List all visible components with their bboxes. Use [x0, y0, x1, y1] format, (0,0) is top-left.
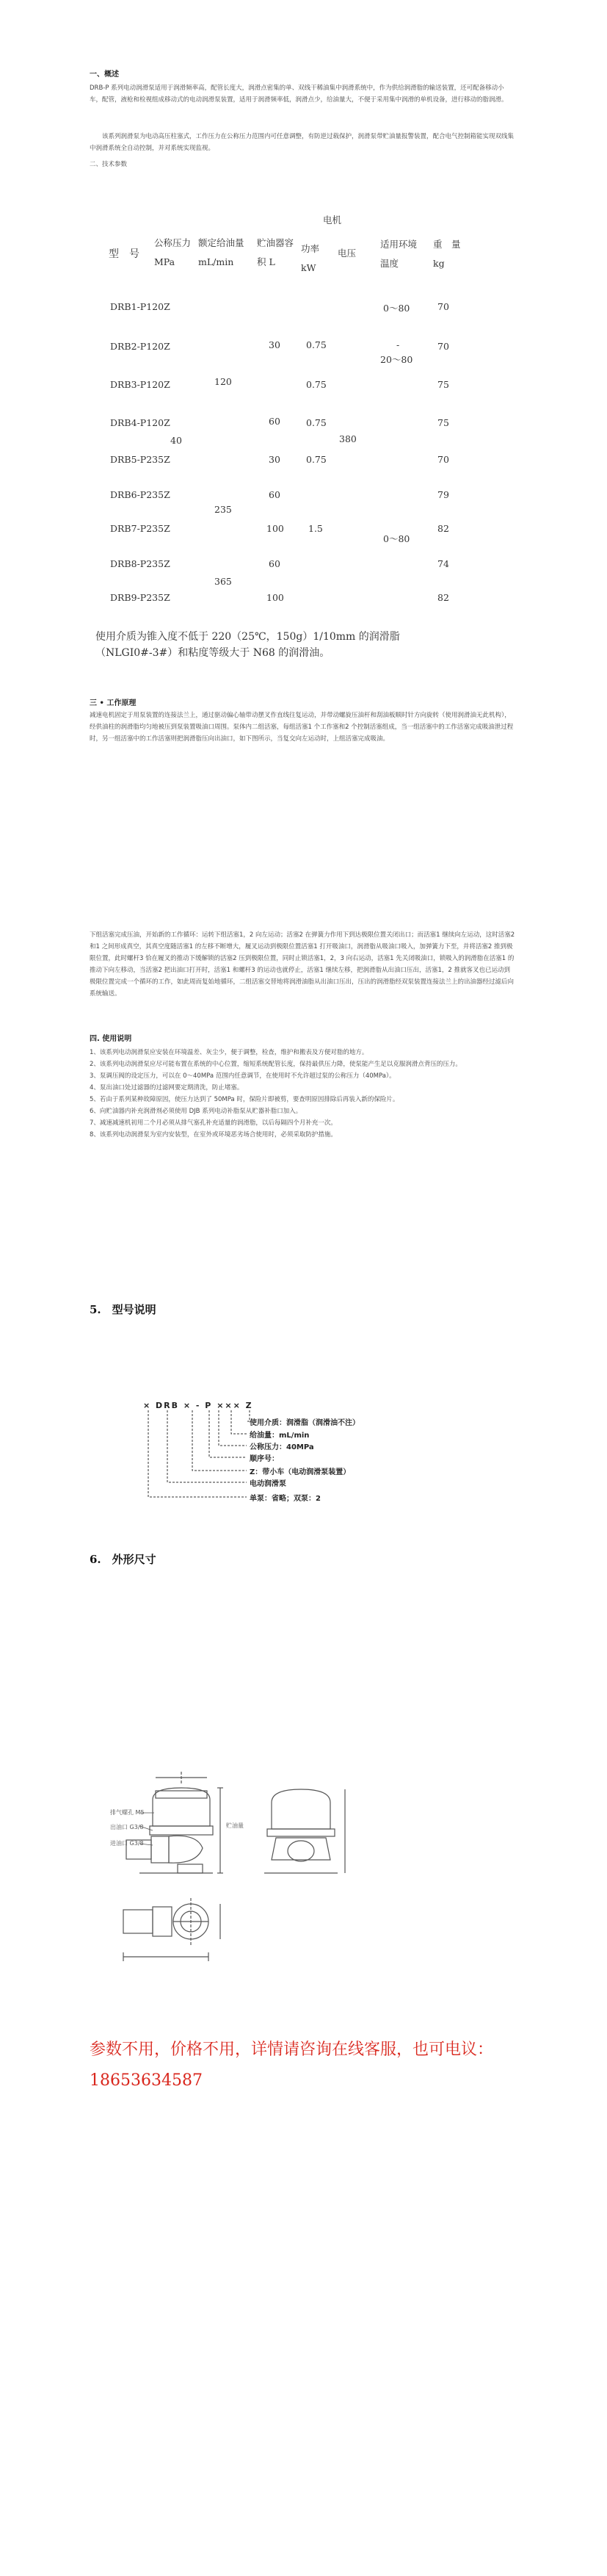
dimensions-heading: 6. 外形尺寸: [90, 1553, 156, 1566]
header-reservoir: 贮油器容积 L: [257, 237, 294, 267]
weight-value: 82: [437, 523, 449, 534]
reservoir-value: 60: [269, 558, 280, 569]
table-row-model: DRB7-P235Z: [110, 523, 170, 534]
drawing-label: 排气螺孔 M5: [110, 1809, 145, 1816]
flow-value: 365: [214, 576, 232, 587]
header-weight: 重 量 kg: [433, 239, 461, 269]
table-row-model: DRB1-P120Z: [110, 301, 170, 312]
list-item: 2、该系列电动润滑泵应尽可能布置在系统的中心位置，缩短系统配管长度，保持最供压力降，使泵能产生足以克服润滑点背压的压力。: [90, 1061, 462, 1068]
principle-paragraph-2: 下组活塞完成压油，开始新的工作循环：运转下组活塞1，2 向左运动；活塞2 在弹簧力作用下到达极限位置关闭出口；而活塞1 继续向左运动，这时活塞2 和1 之间形成真空，其真空度随活塞1 的左移不断增大，履叉运动到极限位置活塞1 打开吸油口，润滑脂从吸油口吸入，加弹簧力下至，并将活塞2 推到极限位置，此时螺杆3 恰在履叉的推动下缓解锁的活塞2 压到极限位置，同时止锁活塞1，2，3 向右运动，活塞1 先关闭吸油口，锁吸入的润滑脂在活塞1 的推动下向左移动，当活塞2 把出油口打开时，活塞1 和螺杆3 的运动也就停止，活塞1 继续左移，把润滑脂从出油口压出，活塞1，2 推就客叉也已运动到极限位置完成一个循环的工作，如此周而复始地循环，二组活塞交替地将润滑油脂从出油口压出，压出的润滑脂经双泵装置连接法兰上的出油器经过滤后向系统输送。: [90, 931, 515, 997]
list-item: 3、泵调压阀的设定压力，可以在 0～40MPa 范围内任意调节，在使用时不允许超过泵的公称压力（40MPa）。: [90, 1072, 396, 1080]
reservoir-value: 30: [269, 339, 280, 350]
header-flow: 额定给油量 mL/min: [198, 237, 244, 267]
table-row-model: DRB9-P235Z: [110, 592, 170, 603]
pressure-value: 40: [170, 435, 182, 446]
table-row-model: DRB4-P120Z: [110, 417, 170, 428]
model-code-label: 使用介质：润滑脂（润滑油不注）: [250, 1419, 360, 1427]
temp-value: 20～80: [380, 354, 413, 365]
usage-list: [90, 1047, 515, 1141]
pump-outline-drawing: [110, 1763, 506, 2005]
principle-heading: 三 • 工作原理: [90, 699, 137, 707]
flow-value: 235: [214, 504, 232, 515]
tech-params-heading: 二、技术参数: [90, 161, 128, 168]
table-row-model: DRB8-P235Z: [110, 558, 170, 569]
tech-table: [0, 0, 607, 661]
model-code-label: 单泵：省略；双泵：2: [250, 1495, 321, 1503]
voltage-value: 380: [339, 433, 357, 444]
model-code-heading: 5. 型号说明: [90, 1303, 156, 1316]
contact-notice: 参数不用，价格不用，详情请咨询在线客服，也可电议：18653634587: [90, 2041, 494, 2090]
model-code-label: 电动润滑泵: [250, 1480, 286, 1488]
temp-value: 0～80: [383, 303, 410, 314]
power-value: 0.75: [306, 339, 327, 350]
reservoir-value: 30: [269, 454, 280, 465]
header-pressure: 公称压力 MPa: [154, 237, 192, 267]
table-row-model: DRB6-P235Z: [110, 489, 170, 500]
model-code-label: 公称压力：40MPa: [250, 1443, 314, 1451]
weight-value: 75: [437, 379, 449, 390]
list-item: 6、向贮油器内补充润滑剂必须使用 DJB 系列电动补脂泵从贮器补脂口加入。: [90, 1108, 302, 1115]
list-item: 8、该系列电动润滑泵为室内安装型，在室外或环境恶劣场合使用时，必须采取防护措施。: [90, 1131, 337, 1139]
principle-paragraph-1: 减速电机固定于用泵装置的连接法兰上，通过驱动偏心轴带动摆叉作直线往复运动，并带动螺旋压油杆和刮油板顺时针方向旋转（使用润滑油无此机构），经供油柱的润滑脂均匀地被压到泵装置吸油口周围。泵体内二组活塞，每组活塞1 个工作塞和2 个控制活塞组成，当一组活塞中的工作活塞完成吸油泄过程时，另一组活塞中的工作活塞则把润滑脂压向出油口，如下图所示，当复交向左运动时，上组活塞完成吸油。: [90, 712, 514, 743]
weight-value: 70: [437, 341, 449, 352]
header-model: 型 号: [109, 248, 139, 260]
overview-paragraph-1: DRB-P 系列电动润滑泵适用于润滑频率高，配管长度大，润滑点密集的单、双线干稀油集中润滑系统中，作为供给润滑脂的输送装置，还可配备移动小车，配管，液枪和检视组成移动式的电动润滑泵装置，适用于润滑频率低，润滑点少，给油量大，不便于采用集中润滑的单机设备，进行移动的脂润滑。: [90, 84, 508, 104]
weight-value: 79: [437, 489, 449, 500]
reservoir-value: 100: [266, 523, 284, 534]
drawing-label: 出油口 G3/8: [110, 1824, 144, 1830]
drawing-label: 进油口 G3/8: [110, 1840, 144, 1847]
reservoir-value: 60: [269, 489, 280, 500]
power-value: 0.75: [306, 417, 327, 428]
usage-heading: 四. 使用说明: [90, 1035, 132, 1043]
model-code-label: 顺序号：: [250, 1455, 279, 1463]
medium-note: 使用介质为锥入度不低于 220（25℃，150g）1/10mm 的润滑脂（NLGI0#-3#）和粘度等级大于 N68 的润滑油。: [95, 631, 400, 659]
model-code-label: 给油量：mL/min: [250, 1432, 310, 1440]
model-code-label: Z：带小车（电动润滑泵装置）: [250, 1468, 351, 1476]
model-code-string: × DRB × - P ××× Z: [143, 1401, 253, 1410]
table-row-model: DRB2-P120Z: [110, 341, 170, 352]
list-item: 7、减速减速机初用二个月必须从排气塞孔补充适量的润滑脂，以后每隔四个月补充一次。: [90, 1119, 337, 1127]
reservoir-value: 100: [266, 592, 284, 603]
weight-value: 75: [437, 417, 449, 428]
flow-value: 120: [214, 376, 232, 387]
weight-value: 82: [437, 592, 449, 603]
temp-value: 0～80: [383, 533, 410, 544]
power-value: 1.5: [308, 523, 323, 534]
power-value: 0.75: [306, 454, 327, 465]
weight-value: 70: [437, 301, 449, 312]
temp-value: -: [396, 339, 400, 350]
dimension-drawing: [110, 1763, 506, 2005]
drawing-label: 贮油量: [226, 1822, 244, 1829]
power-value: 0.75: [306, 379, 327, 390]
list-item: 5、若由于系列某种故障原因，使压力达到了 50MPa 时，保险片即被剪，要查明原因排除后再装入新的保险片。: [90, 1096, 399, 1103]
header-power: 功率 kW: [301, 243, 320, 273]
table-row-model: DRB3-P120Z: [110, 379, 170, 390]
header-voltage: 电压: [338, 248, 357, 259]
table-row-model: DRB5-P235Z: [110, 454, 170, 465]
list-item: 4、泵出油口处过滤器的过滤网要定期清洗，防止堵塞。: [90, 1084, 244, 1092]
list-item: 1、该系列电动润滑泵应安装在环境温差、灰尘少，便于调整，检查，维护和搬表及方便对脂的地方。: [90, 1049, 368, 1056]
weight-value: 70: [437, 454, 449, 465]
weight-value: 74: [437, 558, 449, 569]
overview-paragraph-2: 该系列润滑泵为电动高压柱塞式，工作压力在公称压力范围内可任意调整，有防逆过载保护，润滑泵带贮油量报警装置，配合电气控制箱能实现双线集中润滑系统全自动控制，并对系统实现监视。: [90, 133, 515, 152]
header-temp: 适用环境温度: [380, 239, 418, 269]
header-motor: 电机: [323, 214, 342, 226]
overview-heading: 一、概述: [90, 71, 119, 79]
reservoir-value: 60: [269, 416, 280, 427]
